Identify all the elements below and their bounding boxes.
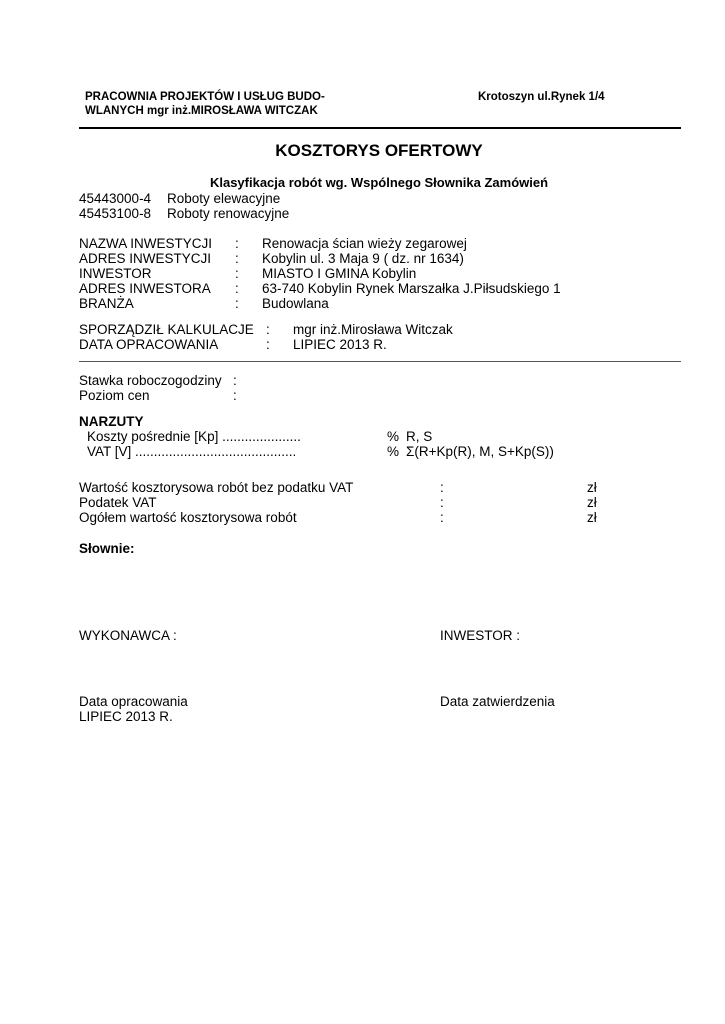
investment-separator: : (235, 281, 239, 296)
classification-name: Roboty renowacyjne (167, 206, 290, 221)
narzut-percent: % (387, 429, 400, 444)
investment-value: Budowlana (262, 296, 329, 311)
investment-separator: : (235, 266, 239, 281)
narzut-label: Koszty pośrednie [Kp] ..................... (87, 429, 301, 444)
prepared-separator: : (266, 337, 270, 352)
amount-in-words-label: Słownie: (79, 541, 135, 556)
investment-label: ADRES INWESTORA (79, 281, 211, 296)
contractor-label: WYKONAWCA : (79, 628, 177, 643)
company-name-line2: WLANYCH mgr inż.MIROSŁAWA WITCZAK (85, 105, 318, 117)
total-label: Ogółem wartość kosztorysowa robót (79, 510, 297, 525)
rate-separator: : (233, 373, 237, 388)
rate-label: Poziom cen (79, 388, 150, 403)
investor-label: INWESTOR : (440, 628, 521, 643)
total-unit: zł (587, 510, 597, 525)
classification-code: 45453100-8 (79, 206, 152, 221)
prepared-label: DATA OPRACOWANIA (79, 337, 219, 352)
investment-label: NAZWA INWESTYCJI (79, 236, 213, 251)
investment-separator: : (235, 251, 239, 266)
header-divider (79, 127, 681, 129)
prepared-label: SPORZĄDZIŁ KALKULACJE (79, 322, 254, 337)
classification-name: Roboty elewacyjne (167, 191, 281, 206)
total-label: Wartość kosztorysowa robót bez podatku VAT (79, 480, 354, 495)
investment-label: ADRES INWESTYCJI (79, 251, 212, 266)
section-divider (79, 361, 681, 362)
total-unit: zł (587, 480, 597, 495)
narzut-value: R, S (406, 429, 433, 444)
prepared-value: mgr inż.Mirosława Witczak (293, 322, 453, 337)
total-separator: : (440, 495, 444, 510)
company-address: Krotoszyn ul.Rynek 1/4 (478, 91, 605, 103)
date-approved-label: Data zatwierdzenia (440, 694, 555, 709)
investment-value: Kobylin ul. 3 Maja 9 ( dz. nr 1634) (262, 251, 464, 266)
total-separator: : (440, 480, 444, 495)
company-name-line1: PRACOWNIA PROJEKTÓW I USŁUG BUDO- (85, 91, 325, 103)
investment-separator: : (235, 296, 239, 311)
investment-label: BRANŻA (79, 296, 134, 311)
investment-value: MIASTO I GMINA Kobylin (262, 266, 417, 281)
classification-heading: Klasyfikacja robót wg. Wspólnego Słownika Zamówień (209, 175, 549, 190)
prepared-value: LIPIEC 2013 R. (293, 337, 387, 352)
narzuty-heading: NARZUTY (79, 414, 144, 429)
narzut-label: VAT [V] ........................................... (87, 444, 297, 459)
narzut-value: Σ(R+Kp(R), M, S+Kp(S)) (406, 444, 554, 459)
investment-value: 63-740 Kobylin Rynek Marszałka J.Piłsudskiego 1 (262, 281, 561, 296)
rate-separator: : (233, 388, 237, 403)
date-prepared-label: Data opracowania (79, 694, 188, 709)
narzut-percent: % (387, 444, 400, 459)
total-label: Podatek VAT (79, 495, 157, 510)
investment-label: INWESTOR (79, 266, 152, 281)
total-separator: : (440, 510, 444, 525)
total-unit: zł (587, 495, 597, 510)
date-prepared-value: LIPIEC 2013 R. (79, 709, 173, 724)
investment-value: Renowacja ścian wieży zegarowej (262, 236, 467, 251)
document-title: KOSZTORYS OFERTOWY (275, 141, 483, 160)
investment-separator: : (235, 236, 239, 251)
classification-code: 45443000-4 (79, 191, 152, 206)
rate-label: Stawka roboczogodziny (79, 373, 222, 388)
prepared-separator: : (266, 322, 270, 337)
